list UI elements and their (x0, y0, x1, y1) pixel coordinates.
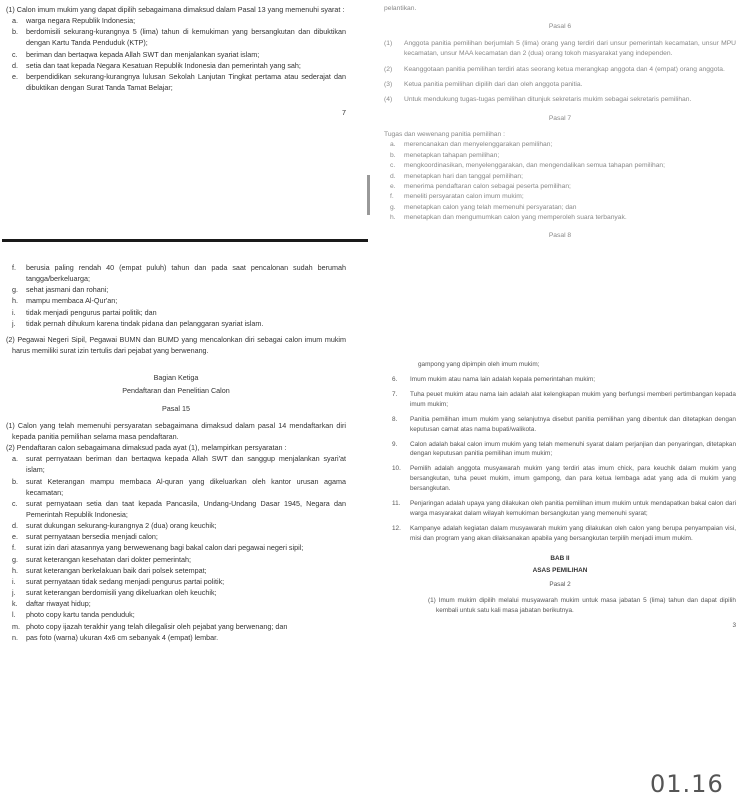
list-item (384, 524, 736, 544)
list-item (384, 499, 736, 519)
pasal-15-paragraph-2: (2) Pendaftaran calon sebagaimana dimaksud pada ayat (1), melampirkan persyaratan : (6, 443, 287, 453)
list-item (384, 161, 736, 171)
list-item (6, 554, 346, 565)
list-item-marker: g. (390, 203, 396, 211)
pasal-14-paragraph-2: (2) Pegawai Negeri Sipil, Pegawai BUMN dan BUMD yang mencalonkan diri sebagai calon imum mukim harus memiliki surat izin tertulis dari pejabat yang berwenang. (6, 334, 346, 356)
section-heading: Bagian Ketiga (153, 373, 199, 383)
list-item-text: Kampanye adalah kegiatan dalam musyawarah mukim yang dilakukan oleh calon yang berupa penyampaian visi, misi dan program yang akan dilaksanakan apabila yang bersangkutan terpilih menjadi imum mukim. (410, 524, 736, 542)
list-item-marker: 8. (392, 415, 398, 423)
list-item-marker: e. (12, 71, 18, 81)
list-item-marker: c. (12, 498, 18, 508)
list-item-marker: f. (390, 193, 394, 201)
list-item (384, 375, 736, 385)
page-8-fragment (6, 262, 346, 643)
list-item-marker: 10. (392, 465, 401, 473)
list-item-marker: c. (12, 49, 18, 59)
list-item (6, 598, 346, 609)
list-item (384, 415, 736, 435)
pasal-7-list (384, 140, 736, 223)
list-item (384, 95, 736, 105)
pasal-2-paragraph: (1) Imum mukim dipilih melalui musyawarah mukim untuk masa jabatan 5 (lima) tahun dan dapat dipilih kembali untuk satu kali masa jabatan berikutnya. (428, 596, 736, 614)
list-item-text: surat keterangan berdomisili yang dikeluarkan oleh keuchik; (26, 588, 217, 598)
list-item-text: photo copy ijazah terakhir yang telah dilegalisir oleh pejabat yang berwenang; dan (26, 621, 288, 631)
page-number: 3 (732, 622, 736, 630)
list-item (384, 39, 736, 60)
list-item-text: surat keterangan berkelakuan baik dari polsek setempat; (26, 565, 207, 575)
list-item-marker: e. (390, 182, 396, 190)
list-item (6, 284, 346, 295)
page-divider (2, 239, 368, 242)
list-item (6, 498, 346, 520)
list-item (6, 318, 346, 329)
list-item-marker: d. (12, 521, 18, 531)
pasal-15-paragraph-1: (1) Calon yang telah memenuhi persyaratan sebagaimana dimaksud dalam pasal 14 mendaftarkan diri kepada panitia pemilihan selama masa pendaftaran. (6, 420, 346, 441)
list-item-marker: i. (12, 576, 16, 586)
list-item-text: menerima pendaftaran calon sebagai peserta pemilihan; (404, 182, 571, 190)
list-item (6, 453, 346, 475)
section-title: Pendaftaran dan Penelitian Calon (122, 386, 230, 396)
attachment-list (6, 453, 346, 643)
pasal-14-intro: (1) Calon imum mukim yang dapat dipilih sebagaimana dimaksud dalam Pasal 13 yang memenuhi syarat : (6, 5, 345, 14)
list-item (384, 182, 736, 192)
list-item-text: sehat jasmani dan rohani; (26, 285, 109, 295)
list-item (6, 262, 346, 284)
list-item-marker: j. (12, 318, 16, 328)
list-item-marker: b. (390, 151, 396, 159)
list-item-text: Penjaringan adalah upaya yang dilakukan oleh panitia pemilihan imum mukim untuk mendapatkan bakal calon dari warga masyarakat dalam wilayah kemukiman bersangkutan yang memenuhi syarat; (410, 500, 736, 518)
list-item (6, 520, 346, 531)
pasal-heading: Pasal 2 (549, 580, 571, 588)
list-item-marker: d. (390, 172, 396, 180)
list-item (384, 172, 736, 182)
list-item-text: Calon adalah bakal calon imum mukim yang telah memenuhi syarat dalam perjanjian dan penyaringan, ditetapkan dengan keputusan panitia pemilihan imum mukim; (410, 440, 736, 458)
list-item-text: Ketua panitia pemilihan dipilih dari dan oleh anggota panitia. (404, 80, 583, 88)
list-item-marker: a. (390, 141, 396, 149)
list-item (384, 464, 736, 494)
list-item-marker: 9. (392, 440, 398, 448)
lead-text: pelantikan. (384, 5, 417, 12)
requirements-list (6, 15, 346, 93)
list-item-text: beriman dan bertaqwa kepada Allah SWT dan menjalankan syariat islam; (26, 49, 260, 59)
list-item-marker: h. (12, 565, 18, 575)
list-item (384, 80, 736, 90)
list-item (6, 565, 346, 576)
list-item (6, 307, 346, 318)
scroll-indicator[interactable] (367, 175, 370, 215)
list-item-marker: 12. (392, 524, 401, 532)
list-item-marker: e. (12, 532, 18, 542)
list-item (6, 531, 346, 542)
list-item (6, 621, 346, 632)
list-item-text: surat pernyataan tidak sedang menjadi pengurus partai politik; (26, 576, 225, 586)
list-item-marker: 7. (392, 390, 398, 398)
list-item-marker: k. (12, 599, 18, 609)
list-item-text: mengkoordinasikan, menyelenggarakan, dan mengendalikan semua tahapan pemilihan; (404, 162, 665, 170)
list-item-marker: m. (12, 621, 20, 631)
list-item (6, 476, 346, 498)
list-item-text: Panitia pemilihan imum mukim yang selanjutnya disebut panitia pemilihan yang dibentuk dan ditetapkan dengan keputusan camat atas nama bupati/walikota. (410, 415, 736, 433)
list-item-marker: a. (12, 16, 18, 26)
list-item-text: Anggota panitia pemilihan berjumlah 5 (lima) orang yang terdiri dari unsur pemerintah kecamatan, unsur MPU kecamatan, unsur MAA kecamatan dan 2 (dua) orang tokoh masyarakat yang independen. (404, 39, 736, 58)
list-item-text: Pemilih adalah anggota musyawarah mukim yang terdiri atas imum chick, para keuchik dalam mukim yang bersangkutan, tuha peuet mukim, imum gampong, dan para ketua lembaga adat yang ada di mukim yang bersangkutan. (410, 465, 736, 493)
list-item-marker: g. (12, 285, 18, 295)
list-item (384, 192, 736, 202)
list-item-text: Untuk mendukung tugas-tugas pemilihan ditunjuk sekretaris mukim sebagai sekretaris pemilihan. (404, 96, 692, 104)
list-item-text: daftar riwayat hidup; (26, 599, 91, 609)
time-overlay: 01.16 (650, 770, 724, 798)
list-item (6, 49, 346, 60)
list-item (6, 609, 346, 620)
list-item-text: Keanggotaan panitia pemilihan terdiri atas seorang ketua merangkap anggota dan 4 (empat) orang anggota. (404, 65, 725, 73)
list-item-marker: h. (12, 296, 18, 306)
pasal-7-lead: Tugas dan wewenang panitia pemilihan : (384, 131, 505, 138)
list-item (6, 542, 346, 553)
list-item-text: photo copy kartu tanda penduduk; (26, 610, 135, 620)
list-item-text: berusia paling rendah 40 (empat puluh) tahun dan pada saat pencalonan sudah berumah tangga/berkeluarga; (26, 263, 346, 284)
list-item-marker: d. (12, 60, 18, 70)
list-item-marker: b. (12, 476, 18, 486)
list-item-text: pas foto (warna) ukuran 4x6 cm sebanyak 4 (empat) lembar. (26, 632, 219, 642)
list-item-marker: (4) (384, 96, 393, 104)
list-item-text: surat keterangan kesehatan dari dokter pemerintah; (26, 554, 192, 564)
list-item-text: merencanakan dan menyelenggarakan pemilihan; (404, 141, 553, 149)
list-item-text: surat pernyataan setia dan taat kepada Pancasila, Undang-Undang Dasar 1945, Negara dan Pemerintah Republik Indonesia; (26, 498, 346, 519)
pasal-7-heading: Pasal 7 (548, 114, 572, 122)
list-item-text: tidak menjadi pengurus partai politik; dan (26, 307, 157, 317)
list-item (6, 632, 346, 643)
list-item-text: berpendidikan sekurang-kurangnya lulusan Sekolah Lanjutan Tingkat pertama atau sederajat dan dibuktikan dengan Surat Tanda Tamat Belajar; (26, 71, 346, 93)
list-item-text: Tuha peuet mukim atau nama lain adalah alat kelengkapan mukim yang berfungsi memberi pertimbangan kepada imum mukim; (410, 390, 736, 408)
list-item (384, 140, 736, 150)
list-item-text: surat dukungan sekurang-kurangnya 2 (dua) orang keuchik; (26, 521, 217, 531)
requirements-list-continued (6, 262, 346, 329)
list-item-marker: i. (12, 307, 16, 317)
list-item-text: Imum mukim atau nama lain adalah kepala pemerintahan mukim; (410, 375, 596, 383)
list-item-text: menetapkan dan mengumumkan calon yang memperoleh suara terbanyak. (404, 214, 627, 221)
list-item-text: tidak pernah dihukum karena tindak pidana dan pelanggaran syariat islam. (26, 318, 264, 328)
list-item (384, 213, 736, 223)
list-item (6, 15, 346, 26)
list-item-text: surat pernyataan beriman dan bertaqwa kepada Allah SWT dan sanggup menjalankan syari'at islam; (26, 454, 346, 475)
list-item-marker: 11. (392, 500, 401, 508)
list-item (384, 203, 736, 213)
list-item-text: meneliti persyaratan calon imum mukim; (404, 193, 524, 201)
definitions-list (384, 375, 736, 544)
list-item-marker: j. (12, 588, 16, 598)
pasal-6-list (384, 39, 736, 106)
list-item (6, 71, 346, 93)
list-item (6, 60, 346, 71)
pasal-8-heading: Pasal 8 (548, 232, 572, 240)
page-fragment-pasal-6-8 (384, 4, 736, 248)
list-item-marker: b. (12, 27, 18, 37)
list-item-marker: l. (12, 610, 16, 620)
list-item (384, 65, 736, 75)
list-item-marker: a. (12, 454, 18, 464)
page-number: 7 (342, 108, 346, 118)
list-item-text: menetapkan hari dan tanggal pemilihan; (404, 172, 523, 180)
pasal-6-heading: Pasal 6 (548, 23, 572, 31)
list-item-marker: f. (12, 263, 16, 272)
list-item (6, 295, 346, 306)
list-item (384, 151, 736, 161)
list-item-marker: 6. (392, 375, 398, 383)
page-3-fragment (384, 360, 736, 631)
list-item-text: warga negara Republik Indonesia; (26, 16, 136, 26)
list-item-marker: f. (12, 543, 16, 553)
list-item-text: surat izin dari atasannya yang berwewenang bagi bakal calon dari pegawai negeri sipil; (26, 543, 304, 553)
list-item (6, 587, 346, 598)
list-item-text: mampu membaca Al-Qur'an; (26, 296, 118, 306)
bab-title: ASAS PEMILIHAN (532, 566, 588, 574)
page-7-fragment (6, 4, 346, 118)
list-item-marker: h. (390, 214, 396, 221)
list-item-marker: c. (390, 162, 396, 170)
list-item (6, 576, 346, 587)
list-item-marker: g. (12, 554, 18, 564)
list-item-marker: (3) (384, 80, 393, 88)
list-item (6, 26, 346, 48)
list-item-text: menetapkan calon yang telah memenuhi persyaratan; dan (404, 203, 577, 211)
list-item-text: setia dan taat kepada Negara Kesatuan Republik Indonesia dan pemerintah yang sah; (26, 60, 301, 70)
bab-heading: BAB II (550, 554, 570, 562)
list-item-marker: (2) (384, 65, 393, 73)
list-item-text: surat pernyataan bersedia menjadi calon; (26, 532, 158, 542)
lead-text: gampong yang dipimpin oleh imum mukim; (418, 361, 540, 368)
list-item-marker: (1) (384, 39, 393, 47)
pasal-heading: Pasal 15 (162, 403, 190, 413)
list-item (384, 390, 736, 410)
list-item-text: surat Keterangan mampu membaca Al-quran yang dikeluarkan oleh kantor urusan agama kecamatan; (26, 476, 346, 497)
list-item (384, 440, 736, 460)
list-item-text: berdomisili sekurang-kurangnya 5 (lima) tahun di kemukiman yang bersangkutan dan dibuktikan dengan Kartu Tanda Penduduk (KTP); (26, 27, 346, 48)
list-item-text: menetapkan tahapan pemilihan; (404, 151, 500, 159)
list-item-marker: n. (12, 632, 18, 642)
